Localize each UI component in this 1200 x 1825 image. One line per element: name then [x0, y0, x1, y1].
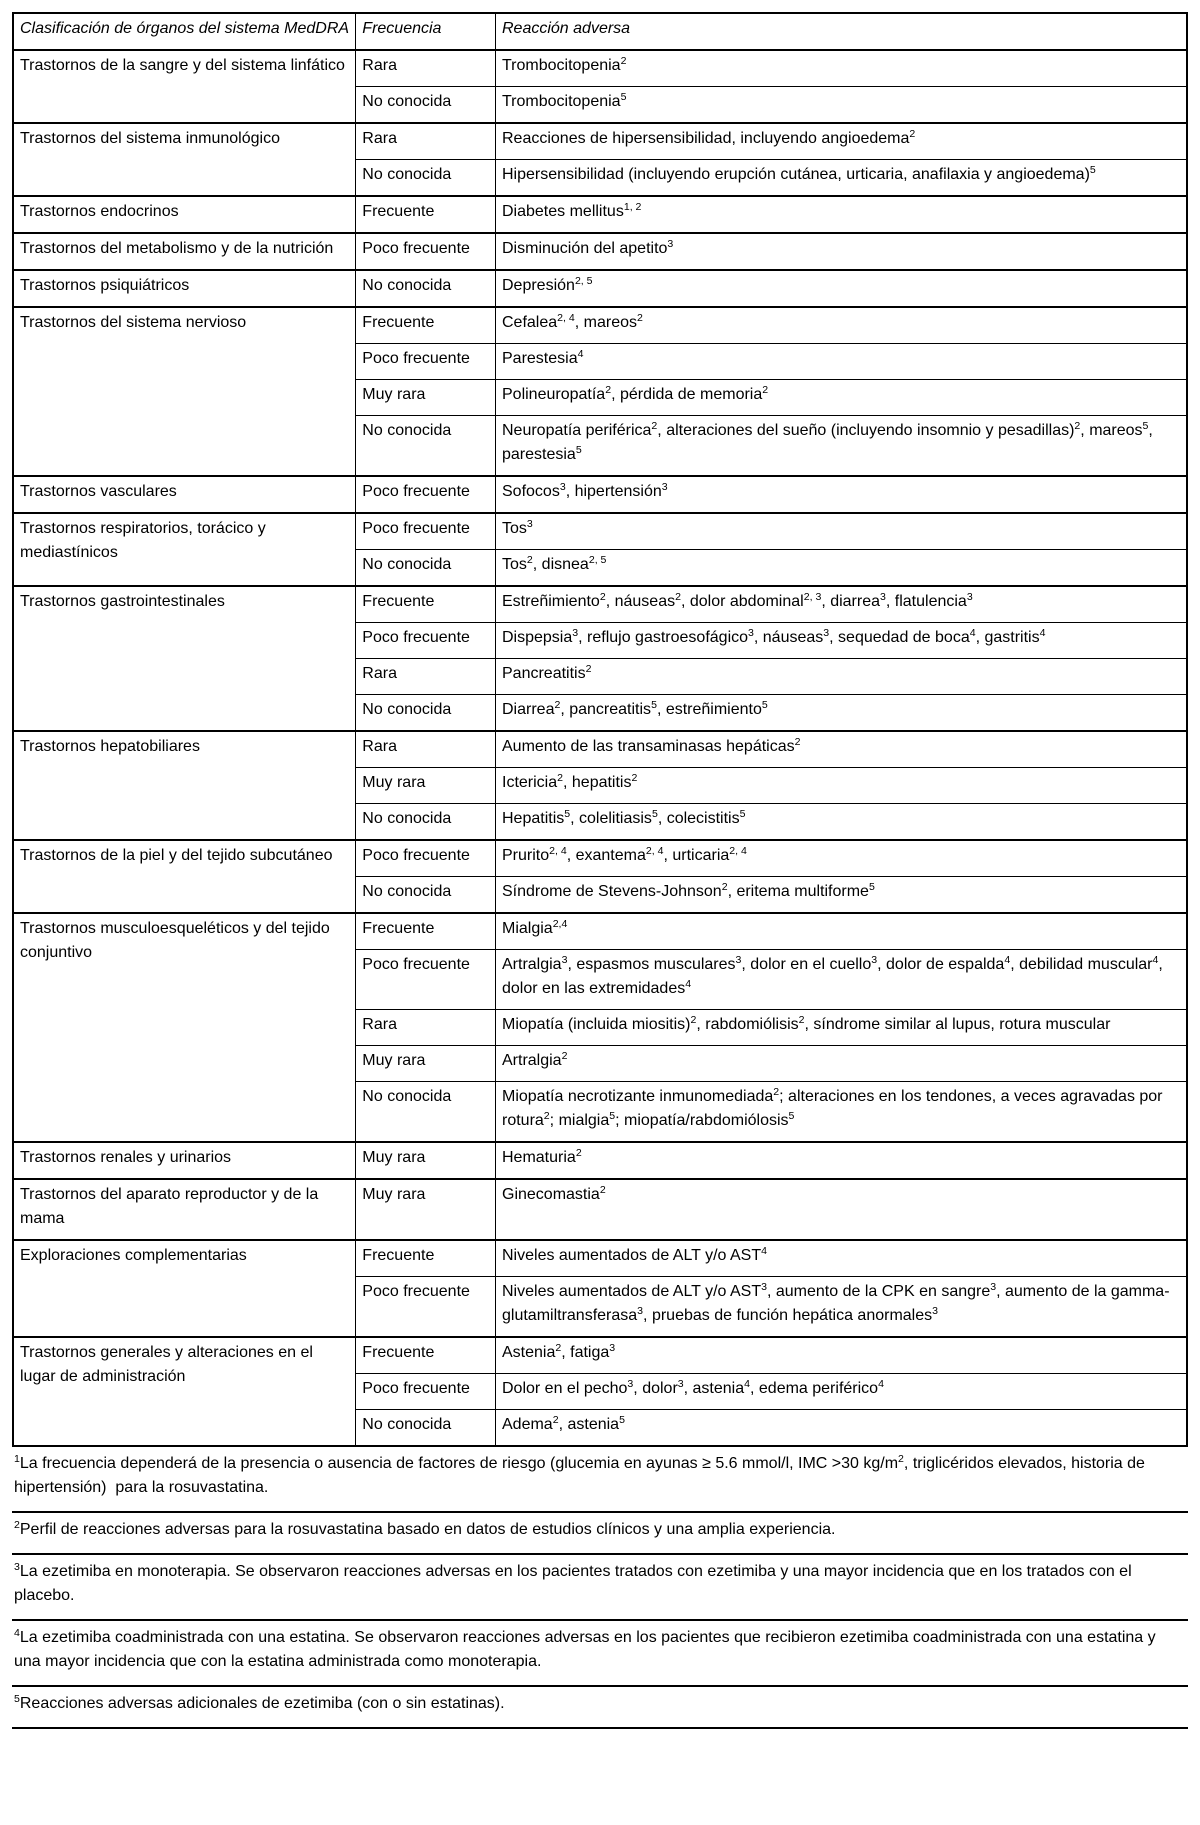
reaction-cell: Ictericia$^2$, hepatitis$^2$: [496, 768, 1188, 804]
frequency-cell: Muy rara: [356, 1046, 496, 1082]
organ-class-cell: Trastornos renales y urinarios: [13, 1142, 356, 1179]
organ-class-cell: Trastornos endocrinos: [13, 196, 356, 233]
reaction-cell: Miopatía (incluida miositis)$^2$, rabdomiólisis$^2$, síndrome similar al lupus, rotura muscular: [496, 1010, 1188, 1046]
reaction-cell: Hematuria$^2$: [496, 1142, 1188, 1179]
reaction-cell: Pancreatitis$^2$: [496, 659, 1188, 695]
organ-class-cell: Trastornos del metabolismo y de la nutrición: [13, 233, 356, 270]
table-row: [13, 1240, 1187, 1277]
frequency-cell: Muy rara: [356, 1142, 496, 1179]
frequency-cell: Poco frecuente: [356, 513, 496, 550]
header-row: [13, 13, 1187, 50]
footnote: $^1$La frecuencia dependerá de la presencia o ausencia de factores de riesgo (glucemia en ayunas ≥ 5.6 mmol/l, IMC >30 $kg/m^2$, triglicéridos elevados, historia de hipertensión) para la rosuvastatina.: [12, 1447, 1188, 1513]
reaction-cell: Hipersensibilidad (incluyendo erupción cutánea, urticaria, anafilaxia y angioedema)$^5$: [496, 160, 1188, 197]
reaction-cell: Trombocitopenia$^2$: [496, 50, 1188, 87]
frequency-cell: Muy rara: [356, 1179, 496, 1240]
organ-class-cell: Trastornos del aparato reproductor y de la mama: [13, 1179, 356, 1240]
reaction-cell: Reacciones de hipersensibilidad, incluyendo angioedema$^2$: [496, 123, 1188, 160]
frequency-cell: Rara: [356, 731, 496, 768]
reaction-cell: Depresión$^{2, 5}$: [496, 270, 1188, 307]
frequency-cell: No conocida: [356, 804, 496, 841]
footnote: $^2$Perfil de reacciones adversas para la rosuvastatina basado en datos de estudios clínicos y una amplia experiencia.: [12, 1513, 1188, 1555]
frequency-cell: Poco frecuente: [356, 950, 496, 1010]
table-row: [13, 233, 1187, 270]
reaction-cell: Astenia$^2$, fatiga$^3$: [496, 1337, 1188, 1374]
table-row: [13, 1337, 1187, 1374]
organ-class-cell: Trastornos del sistema nervioso: [13, 307, 356, 476]
frequency-cell: Frecuente: [356, 586, 496, 623]
frequency-cell: Poco frecuente: [356, 840, 496, 877]
frequency-cell: Poco frecuente: [356, 1374, 496, 1410]
frequency-cell: No conocida: [356, 270, 496, 307]
reaction-cell: Polineuropatía$^2$, pérdida de memoria$^2$: [496, 380, 1188, 416]
table-row: [13, 50, 1187, 87]
reaction-cell: Adema$^2$, astenia$^5$: [496, 1410, 1188, 1447]
organ-class-cell: Trastornos gastrointestinales: [13, 586, 356, 731]
organ-class-cell: Trastornos vasculares: [13, 476, 356, 513]
frequency-cell: No conocida: [356, 416, 496, 477]
organ-class-cell: Trastornos musculoesqueléticos y del tejido conjuntivo: [13, 913, 356, 1142]
reaction-cell: Síndrome de Stevens-Johnson$^2$, eritema multiforme$^5$: [496, 877, 1188, 914]
frequency-cell: Poco frecuente: [356, 1277, 496, 1338]
frequency-cell: Frecuente: [356, 196, 496, 233]
organ-class-cell: Trastornos psiquiátricos: [13, 270, 356, 307]
reaction-cell: Ginecomastia$^2$: [496, 1179, 1188, 1240]
table-row: [13, 731, 1187, 768]
organ-class-cell: Trastornos de la sangre y del sistema linfático: [13, 50, 356, 123]
reaction-cell: Aumento de las transaminasas hepáticas$^2$: [496, 731, 1188, 768]
reaction-cell: Diarrea$^2$, pancreatitis$^5$, estreñimiento$^5$: [496, 695, 1188, 732]
organ-class-cell: Exploraciones complementarias: [13, 1240, 356, 1337]
table-row: [13, 270, 1187, 307]
reaction-cell: Artralgia$^3$, espasmos musculares$^3$, dolor en el cuello$^3$, dolor de espalda$^4$, debilidad muscular$^4$, dolor en las extremidades$^4$: [496, 950, 1188, 1010]
reaction-cell: Sofocos$^3$, hipertensión$^3$: [496, 476, 1188, 513]
reaction-cell: Niveles aumentados de ALT y/o AST$^3$, aumento de la CPK en sangre$^3$, aumento de la gamma-glutamiltransferasa$^3$, pruebas de función hepática anormales$^3$: [496, 1277, 1188, 1338]
table-row: [13, 1142, 1187, 1179]
reaction-cell: Neuropatía periférica$^2$, alteraciones del sueño (incluyendo insomnio y pesadillas)$^2$, mareos$^5$, parestesia$^5$: [496, 416, 1188, 477]
frequency-cell: Muy rara: [356, 380, 496, 416]
table-header: [13, 13, 1187, 50]
frequency-cell: Frecuente: [356, 307, 496, 344]
column-header-adverse-reaction: Reacción adversa: [496, 13, 1188, 50]
table-row: [13, 840, 1187, 877]
column-header-organ-class: Clasificación de órganos del sistema MedDRA: [13, 13, 356, 50]
organ-class-cell: Trastornos del sistema inmunológico: [13, 123, 356, 196]
footnote: $^4$La ezetimiba coadministrada con una estatina. Se observaron reacciones adversas en los pacientes que recibieron ezetimiba coadministrada con una estatina y una mayor incidencia que con la estatina administrada como monoterapia.: [12, 1621, 1188, 1687]
reaction-cell: Miopatía necrotizante inmunomediada$^2$; alteraciones en los tendones, a veces agravadas por rotura$^2$; mialgia$^5$; miopatía/rabdomiólosis$^5$: [496, 1082, 1188, 1143]
frequency-cell: No conocida: [356, 87, 496, 124]
reaction-cell: Estreñimiento$^2$, náuseas$^2$, dolor abdominal$^{2, 3}$, diarrea$^3$, flatulencia$^3$: [496, 586, 1188, 623]
frequency-cell: No conocida: [356, 695, 496, 732]
organ-class-cell: Trastornos generales y alteraciones en el lugar de administración: [13, 1337, 356, 1446]
reaction-cell: Tos$^3$: [496, 513, 1188, 550]
frequency-cell: Rara: [356, 1010, 496, 1046]
frequency-cell: Poco frecuente: [356, 476, 496, 513]
reaction-cell: Hepatitis$^5$, colelitiasis$^5$, colecistitis$^5$: [496, 804, 1188, 841]
reaction-cell: Cefalea$^{2, 4}$, mareos$^2$: [496, 307, 1188, 344]
table-row: [13, 196, 1187, 233]
reaction-cell: Dispepsia$^3$, reflujo gastroesofágico$^3$, náuseas$^3$, sequedad de boca$^4$, gastritis$^4$: [496, 623, 1188, 659]
frequency-cell: Poco frecuente: [356, 623, 496, 659]
adverse-reactions-table: [12, 12, 1188, 1447]
table-row: [13, 586, 1187, 623]
frequency-cell: No conocida: [356, 1082, 496, 1143]
table-row: [13, 123, 1187, 160]
frequency-cell: Rara: [356, 50, 496, 87]
reaction-cell: Tos$^2$, disnea$^{2, 5}$: [496, 550, 1188, 587]
footnotes-section: [12, 1447, 1188, 1729]
table-row: [13, 913, 1187, 950]
frequency-cell: Rara: [356, 123, 496, 160]
table-row: [13, 307, 1187, 344]
reaction-cell: Disminución del apetito$^3$: [496, 233, 1188, 270]
footnote: $^3$La ezetimiba en monoterapia. Se observaron reacciones adversas en los pacientes tratados con ezetimiba y una mayor incidencia que en los tratados con el placebo.: [12, 1555, 1188, 1621]
reaction-cell: Artralgia$^2$: [496, 1046, 1188, 1082]
table-row: [13, 476, 1187, 513]
frequency-cell: Poco frecuente: [356, 233, 496, 270]
reaction-cell: Dolor en el pecho$^3$, dolor$^3$, astenia$^4$, edema periférico$^4$: [496, 1374, 1188, 1410]
frequency-cell: No conocida: [356, 1410, 496, 1447]
reaction-cell: Parestesia$^4$: [496, 344, 1188, 380]
organ-class-cell: Trastornos respiratorios, torácico y mediastínicos: [13, 513, 356, 586]
frequency-cell: No conocida: [356, 877, 496, 914]
frequency-cell: No conocida: [356, 160, 496, 197]
adverse-reactions-table-body: [13, 50, 1187, 1446]
table-row: [13, 1179, 1187, 1240]
reaction-cell: Prurito$^{2, 4}$, exantema$^{2, 4}$, urticaria$^{2, 4}$: [496, 840, 1188, 877]
frequency-cell: Frecuente: [356, 1337, 496, 1374]
frequency-cell: Frecuente: [356, 1240, 496, 1277]
footnote: $^5$Reacciones adversas adicionales de ezetimiba (con o sin estatinas).: [12, 1687, 1188, 1729]
reaction-cell: Niveles aumentados de ALT y/o AST$^4$: [496, 1240, 1188, 1277]
frequency-cell: Rara: [356, 659, 496, 695]
table-row: [13, 513, 1187, 550]
frequency-cell: Muy rara: [356, 768, 496, 804]
organ-class-cell: Trastornos de la piel y del tejido subcutáneo: [13, 840, 356, 913]
column-header-frequency: Frecuencia: [356, 13, 496, 50]
reaction-cell: Mialgia$^{2,4}$: [496, 913, 1188, 950]
frequency-cell: Frecuente: [356, 913, 496, 950]
reaction-cell: Trombocitopenia$^5$: [496, 87, 1188, 124]
reaction-cell: Diabetes mellitus$^{1, 2}$: [496, 196, 1188, 233]
frequency-cell: Poco frecuente: [356, 344, 496, 380]
frequency-cell: No conocida: [356, 550, 496, 587]
organ-class-cell: Trastornos hepatobiliares: [13, 731, 356, 840]
